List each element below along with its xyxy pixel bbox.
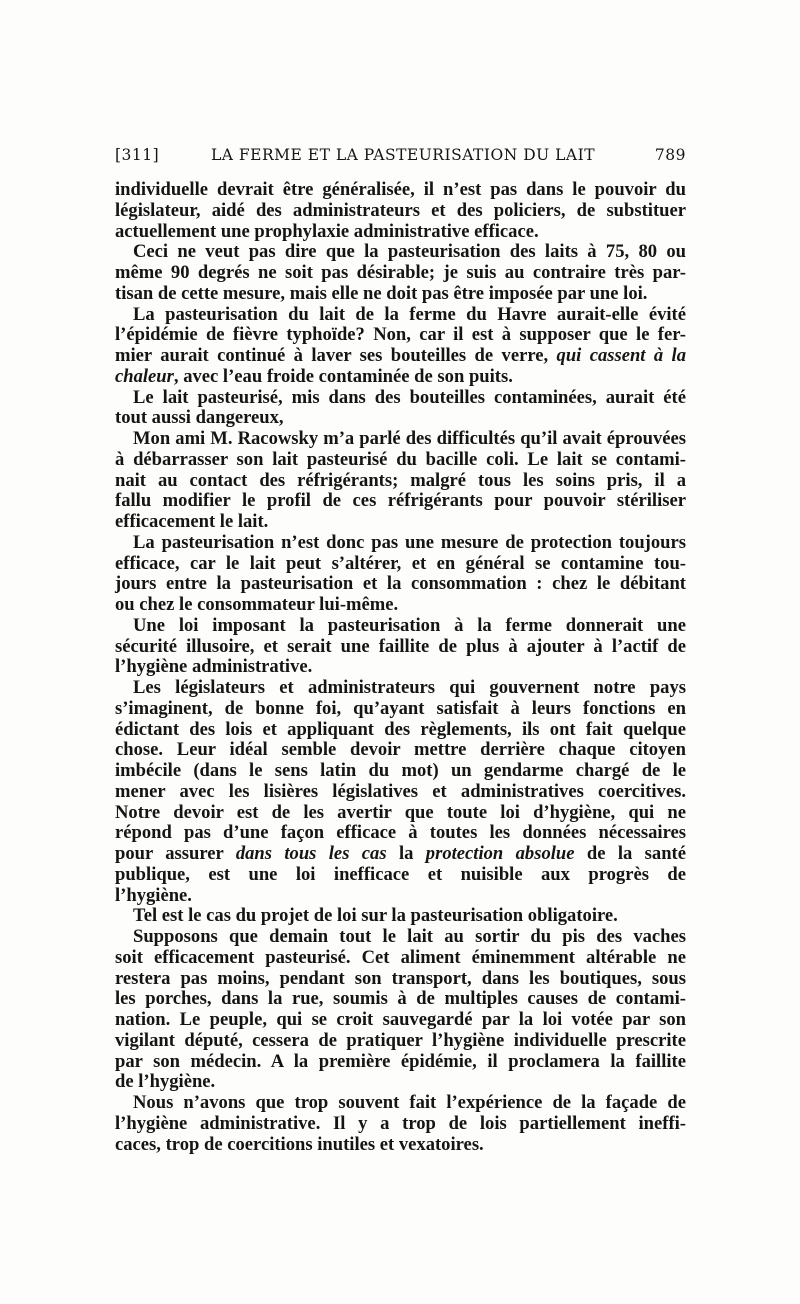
text-line: mener avec les lisières législatives et administratives coercitives. xyxy=(115,780,686,802)
text-line: tisan de cette mesure, mais elle ne doit pas être imposée par une loi. xyxy=(115,282,648,304)
text-line: l’hygiène. xyxy=(115,884,192,906)
text-line: publique, est une loi inefficace et nuisible aux progrès de xyxy=(115,863,686,885)
text-line: par son médecin. A la première épidémie, il proclamera la faillite xyxy=(115,1050,686,1072)
text-line: La pasteurisation du lait de la ferme du Havre aurait-elle évité xyxy=(133,303,686,325)
text-line: même 90 degrés ne soit pas désirable; je suis au contraire très par- xyxy=(115,262,686,283)
text-line: individuelle devrait être généralisée, il n’est pas dans le pouvoir du xyxy=(115,179,686,200)
text-line: Le lait pasteurisé, mis dans des bouteilles contaminées, aurait été xyxy=(133,386,686,408)
text-line: efficace, car le lait peut s’altérer, et en général se contamine tou- xyxy=(115,552,686,574)
text-line: les porches, dans la rue, soumis à de multiples causes de contami- xyxy=(115,988,686,1010)
text-line: Nous n’avons que trop souvent fait l’expérience de la façade de xyxy=(133,1092,686,1113)
text-line: Tel est le cas du projet de loi sur la pasteurisation obligatoire. xyxy=(133,905,618,927)
text-line: tout aussi dangereux, xyxy=(115,407,284,429)
text-line: efficacement le lait. xyxy=(115,511,269,532)
text-line: Supposons que demain tout le lait au sortir du pis des vaches xyxy=(133,926,686,947)
text-line: nait au contact des réfrigérants; malgré tous les soins pris, il a xyxy=(115,469,686,491)
text-line: caces, trop de coercitions inutiles et vexatoires. xyxy=(115,1133,484,1155)
text-line: Notre devoir est de les avertir que toute loi d’hygiène, qui ne xyxy=(115,801,686,823)
text-line: chaleur, avec l’eau froide contaminée de son puits. xyxy=(115,365,513,387)
text-line: vigilant député, cessera de pratiquer l’hygiène individuelle prescrite xyxy=(115,1029,686,1051)
text-line: actuellement une prophylaxie administrative efficace. xyxy=(115,220,539,242)
text-line: répond pas d’une façon efficace à toutes les données nécessaires xyxy=(115,822,686,844)
text-line: de l’hygiène. xyxy=(115,1071,216,1093)
text-line: l’hygiène administrative. Il y a trop de lois partiellement ineffi- xyxy=(115,1112,686,1134)
text-line: sécurité illusoire, et serait une faillite de plus à ajouter à l’actif de xyxy=(115,635,686,657)
text-line: législateur, aidé des administrateurs et des policiers, de substituer xyxy=(115,199,686,221)
text-line: jours entre la pasteurisation et la consommation : chez le débitant xyxy=(115,573,686,595)
text-line: ou chez le consommateur lui-même. xyxy=(115,594,399,615)
text-line: édictant des lois et appliquant des règlements, ils ont fait quelque xyxy=(115,718,686,740)
text-line: Mon ami M. Racowsky m’a parlé des difficultés qu’il avait éprouvées xyxy=(133,428,686,449)
text-line: pour assurer dans tous les cas la protection absolue de la santé xyxy=(115,843,686,864)
text-line: fallu modifier le profil de ces réfrigérants pour pouvoir stériliser xyxy=(115,490,686,512)
text-line: Ceci ne veut pas dire que la pasteurisation des laits à 75, 80 ou xyxy=(133,241,686,263)
page-reference: [311] xyxy=(115,146,160,164)
text-line: soit efficacement pasteurisé. Cet aliment éminemment altérable ne xyxy=(115,946,686,968)
text-line: restera pas moins, pendant son transport, dans les boutiques, sous xyxy=(115,967,686,989)
text-line: imbécile (dans le sens latin du mot) un gendarme chargé de le xyxy=(115,760,686,781)
text-line: s’imaginent, de bonne foi, qu’ayant satisfait à leurs fonctions en xyxy=(115,697,686,719)
body-text xyxy=(115,180,686,1155)
page-number: 789 xyxy=(654,146,686,164)
text-line: mier aurait continué à laver ses bouteilles de verre, qui cassent à la xyxy=(115,345,686,366)
running-title: LA FERME ET LA PASTEURISATION DU LAIT xyxy=(211,146,596,164)
text-line: nation. Le peuple, qui se croit sauvegardé par la loi votée par son xyxy=(115,1009,686,1030)
running-header xyxy=(115,146,686,170)
text-line: Une loi imposant la pasteurisation à la ferme donnerait une xyxy=(133,614,686,636)
text-line: La pasteurisation n’est donc pas une mesure de protection toujours xyxy=(133,531,686,553)
text-line: l’épidémie de fièvre typhoïde? Non, car il est à supposer que le fer- xyxy=(115,324,686,346)
text-line: Les législateurs et administrateurs qui gouvernent notre pays xyxy=(133,677,686,698)
text-line: chose. Leur idéal semble devoir mettre derrière chaque citoyen xyxy=(115,739,686,761)
text-line: l’hygiène administrative. xyxy=(115,656,313,678)
text-line: à débarrasser son lait pasteurisé du bacille coli. Le lait se contami- xyxy=(115,448,686,470)
